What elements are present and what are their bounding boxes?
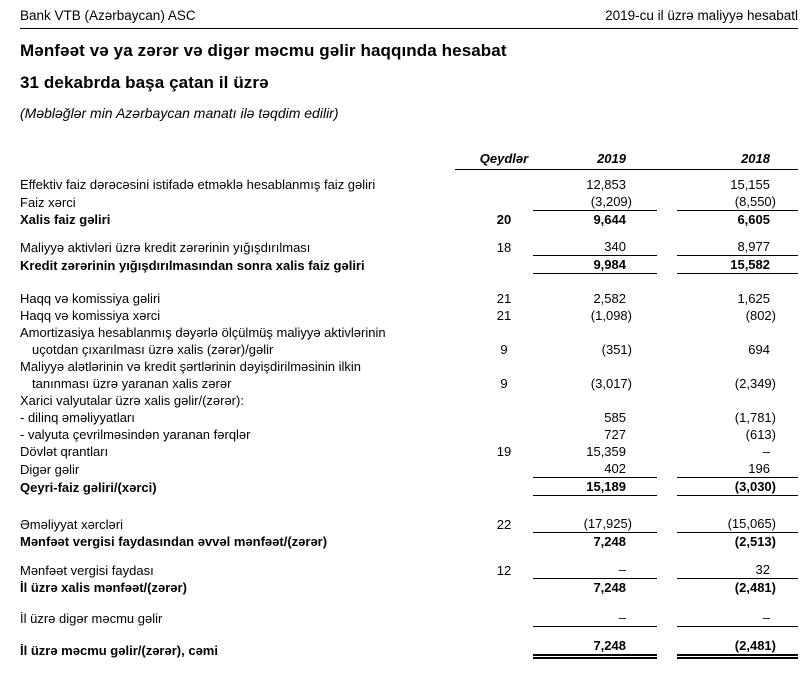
row-label-line: Xalis faiz gəliri <box>20 212 111 227</box>
row-label-line: Haqq və komissiya gəliri <box>20 291 161 306</box>
table-row <box>20 324 798 358</box>
value-2019: (1,098) <box>590 308 632 323</box>
table-row <box>20 460 798 478</box>
value-2019: – <box>533 561 657 579</box>
column-header-2019: 2019 <box>597 151 626 166</box>
table-row <box>20 256 798 274</box>
value-2018: 694 <box>748 342 770 357</box>
row-label-line: - dilinq əməliyyatları <box>20 410 135 425</box>
row-label <box>20 358 455 392</box>
value-2019: 15,359 <box>586 444 626 459</box>
row-label <box>20 409 455 426</box>
table-row <box>20 561 798 579</box>
header-divider <box>20 28 798 29</box>
row-label <box>20 211 455 228</box>
table-row <box>20 478 798 496</box>
row-label <box>20 257 455 274</box>
note-cell: 22 <box>496 517 512 532</box>
row-label <box>20 176 455 193</box>
row-label <box>20 579 455 596</box>
value-2018: (2,481) <box>677 637 798 659</box>
table-section <box>20 290 798 496</box>
value-2019: 340 <box>533 238 657 256</box>
row-label-line: İl üzrə məcmu gəlir/(zərər), cəmi <box>20 643 218 658</box>
currency-note: (Məbləğlər min Azərbaycan manatı ilə təqdim edilir) <box>20 105 339 121</box>
report-label: 2019-cu il üzrə maliyyə hesabatl <box>605 8 798 23</box>
table-row <box>20 358 798 392</box>
value-2019: (3,209) <box>533 193 657 211</box>
row-label-line: Xarici valyutalar üzrə xalis gəlir/(zərər): <box>20 393 244 408</box>
table-row <box>20 392 798 409</box>
value-2019: 9,984 <box>533 256 657 274</box>
bank-name: Bank VTB (Azərbaycan) ASC <box>20 8 196 23</box>
row-label-line: Haqq və komissiya xərci <box>20 308 161 323</box>
row-label <box>20 533 455 550</box>
row-label-line: Mənfəət vergisi faydasından əvvəl mənfəət/(zərər) <box>20 534 328 549</box>
value-2019: 402 <box>533 460 657 478</box>
row-label-line: Effektiv faiz dərəcəsini istifadə etməklə hesablanmış faiz gəliri <box>20 177 376 192</box>
table-section <box>20 561 798 596</box>
value-2018: 15,582 <box>677 256 798 274</box>
table-header-spacer <box>20 151 455 170</box>
value-2018: (15,065) <box>677 515 798 533</box>
value-2018: 196 <box>677 460 798 478</box>
value-2018: (2,481) <box>734 580 776 595</box>
value-2018: (3,030) <box>677 478 798 496</box>
row-label-line: - valyuta çevrilməsindən yaranan fərqlər <box>20 427 251 442</box>
row-label <box>20 479 455 496</box>
statement-title: Mənfəət və ya zərər və digər məcmu gəlir haqqında hesabat <box>20 41 507 60</box>
row-label-line: Əməliyyat xərcləri <box>20 517 123 532</box>
note-cell: 19 <box>496 444 512 459</box>
value-2018: (802) <box>745 308 776 323</box>
row-label <box>20 516 455 533</box>
table-row <box>20 238 798 256</box>
table-header-columns <box>455 151 798 170</box>
row-label <box>20 290 455 307</box>
row-label-line: İl üzrə xalis mənfəət/(zərər) <box>20 580 187 595</box>
table-row <box>20 515 798 533</box>
note-cell: 21 <box>496 308 512 323</box>
row-label <box>20 392 455 409</box>
table-header-row <box>20 151 798 170</box>
row-label <box>20 194 455 211</box>
column-header-2018: 2018 <box>741 151 770 166</box>
row-label-line: Amortizasiya hesablanmış dəyərlə ölçülmüş maliyyə aktivlərinin <box>20 325 386 340</box>
value-2019: (17,925) <box>533 515 657 533</box>
row-label-line: Faiz xərci <box>20 195 76 210</box>
value-2019: 585 <box>604 410 626 425</box>
column-header-notes: Qeydlər <box>479 151 529 166</box>
value-2018: – <box>677 609 798 627</box>
value-2019: 12,853 <box>586 177 626 192</box>
note-cell: 21 <box>496 291 512 306</box>
note-cell: 9 <box>500 376 508 391</box>
value-2018: (2,513) <box>734 534 776 549</box>
value-2018: 6,605 <box>737 212 770 227</box>
table-row <box>20 211 798 228</box>
value-2019: 2,582 <box>593 291 626 306</box>
table-row <box>20 193 798 211</box>
row-label <box>20 307 455 324</box>
value-2019: (3,017) <box>590 376 632 391</box>
row-label <box>20 239 455 256</box>
row-label <box>20 443 455 460</box>
row-label <box>20 562 455 579</box>
running-header <box>20 8 798 24</box>
value-2018: (1,781) <box>734 410 776 425</box>
table-body <box>20 176 798 659</box>
value-2019: 727 <box>604 427 626 442</box>
value-2019: 7,248 <box>593 534 626 549</box>
row-label <box>20 324 455 358</box>
table-row <box>20 609 798 627</box>
table-row <box>20 443 798 460</box>
value-2018: 15,155 <box>730 177 770 192</box>
value-2018: (613) <box>745 427 776 442</box>
value-2018: (2,349) <box>734 376 776 391</box>
row-label <box>20 461 455 478</box>
row-label <box>20 426 455 443</box>
value-2019: 9,644 <box>593 212 626 227</box>
note-cell: 18 <box>496 240 512 255</box>
table-section <box>20 515 798 550</box>
note-cell: 12 <box>496 563 512 578</box>
value-2018: 32 <box>677 561 798 579</box>
table-row <box>20 307 798 324</box>
value-2019: 7,248 <box>593 580 626 595</box>
table-section <box>20 637 798 659</box>
value-2019: – <box>533 609 657 627</box>
value-2018: 8,977 <box>677 238 798 256</box>
table-row <box>20 637 798 659</box>
row-label-line: Dövlət qrantları <box>20 444 109 459</box>
row-label-line: Mənfəət vergisi faydası <box>20 563 154 578</box>
table-row <box>20 409 798 426</box>
row-label-line: İl üzrə digər məcmu gəlir <box>20 611 163 626</box>
row-label-line: Digər gəlir <box>20 462 80 477</box>
row-label-line: Maliyyə aktivləri üzrə kredit zərərinin yığışdırılması <box>20 240 311 255</box>
period-subtitle: 31 dekabrda başa çatan il üzrə <box>20 73 269 92</box>
note-cell: 9 <box>500 342 508 357</box>
table-section <box>20 238 798 274</box>
note-cell: 20 <box>496 212 512 227</box>
value-2018: (8,550) <box>677 193 798 211</box>
value-2018: – <box>762 444 770 459</box>
table-row <box>20 426 798 443</box>
table-section <box>20 176 798 228</box>
row-label <box>20 642 455 659</box>
row-label-line: Qeyri-faiz gəliri/(xərci) <box>20 480 157 495</box>
row-label <box>20 610 455 627</box>
table-row <box>20 290 798 307</box>
row-label-line: uçotdan çıxarılması üzrə xalis (zərər)/gəlir <box>32 342 274 357</box>
table-section <box>20 609 798 627</box>
row-label-line: Kredit zərərinin yığışdırılmasından sonra xalis faiz gəliri <box>20 258 365 273</box>
table-row <box>20 176 798 193</box>
row-label-line: tanınması üzrə yaranan xalis zərər <box>32 376 232 391</box>
value-2018: 1,625 <box>737 291 770 306</box>
value-2019: 7,248 <box>533 637 657 659</box>
value-2019: 15,189 <box>533 478 657 496</box>
table-row <box>20 533 798 550</box>
value-2019: (351) <box>601 342 632 357</box>
table-row <box>20 579 798 596</box>
row-label-line: Maliyyə alətlərinin və kredit şərtlərinin dəyişdirilməsinin ilkin <box>20 359 362 374</box>
